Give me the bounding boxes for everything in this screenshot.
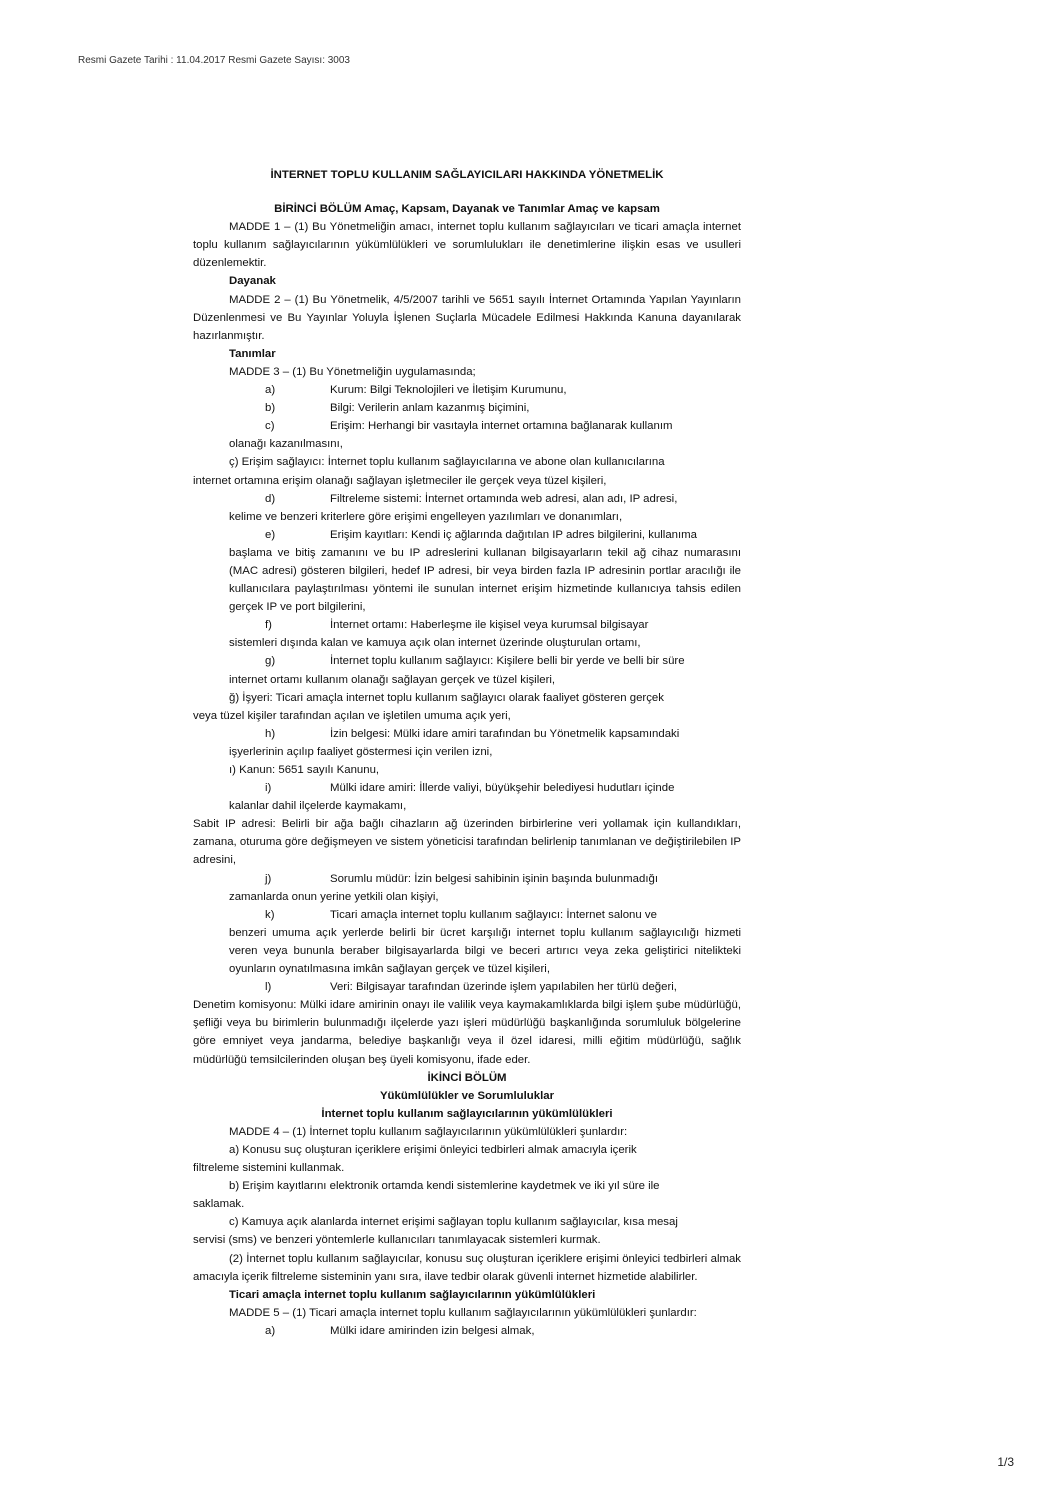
definition-h	[193, 725, 741, 743]
definition-text: Kurum: Bilgi Teknolojileri ve İletişim Kurumunu,	[330, 384, 567, 397]
section2-subheading-2: İnternet toplu kullanım sağlayıcılarının yükümlülükleri	[321, 1107, 613, 1120]
definition-letter: h)	[265, 727, 276, 740]
definition-letter: c)	[265, 420, 275, 433]
section2-subheading: Yükümlülükler ve Sorumluluklar	[379, 1089, 555, 1102]
article-4-item-a-cont: filtreleme sistemini kullanmak.	[193, 1162, 345, 1175]
definition-letter: j)	[265, 872, 272, 885]
definition-continuation: olanağı kazanılmasını,	[229, 438, 343, 451]
definition-text: Veri: Bilgisayar tarafından üzerinde işlem yapılabilen her türlü değeri,	[330, 981, 677, 994]
section2-heading: İKİNCİ BÖLÜM	[427, 1071, 507, 1084]
definition-ii: ı) Kanun: 5651 sayılı Kanunu,	[229, 764, 380, 776]
definition-letter: k)	[265, 908, 275, 921]
definition-sabit-ip: Sabit IP adresi: Belirli bir ağa bağlı cihazların ağ üzerinden birbirlerine veri yollamak için kullandıkları, zamana, oturuma göre değişmeyen ve sistem yöneticisi tarafından belirlenip tanımlanan ve değiştirilebilen IP adresini,	[193, 818, 741, 867]
definition-continuation: kelime ve benzeri kriterlere göre erişimi engelleyen yazılımları ve donanımları,	[229, 510, 623, 523]
definition-text: Erişim kayıtları: Kendi iç ağlarında dağıtılan IP adres bilgilerini, kullanıma	[330, 528, 697, 541]
definition-g	[193, 652, 741, 670]
article-4: MADDE 4 – (1) İnternet toplu kullanım sağlayıcılarının yükümlülükleri şunlardır:	[229, 1125, 628, 1138]
definition-c	[193, 417, 741, 435]
definition-gg: ğ) İşyeri: Ticari amaçla internet toplu kullanım sağlayıcı olarak faaliyet gösteren gerçek	[229, 691, 664, 704]
definition-letter: g)	[265, 655, 276, 668]
article-4-item-b-cont: saklamak.	[193, 1198, 245, 1211]
definition-letter: b)	[265, 402, 276, 415]
definition-f	[193, 616, 741, 634]
article-3: MADDE 3 – (1) Bu Yönetmeliğin uygulamasında;	[229, 365, 476, 378]
article-4-item-a: a) Konusu suç oluşturan içeriklere erişimi önleyici tedbirleri almak amacıyla içerik	[229, 1143, 637, 1156]
definition-letter: e)	[265, 528, 276, 541]
definition-b	[193, 399, 741, 417]
definition-text: Filtreleme sistemi: İnternet ortamında web adresi, alan adı, IP adresi,	[330, 492, 678, 505]
definition-l	[193, 978, 741, 996]
definition-continuation: işyerlerinin açılıp faaliyet göstermesi için verilen izni,	[229, 745, 493, 758]
definition-text: İnternet toplu kullanım sağlayıcı: Kişilere belli bir yerde ve belli bir süre	[330, 655, 685, 668]
definition-continuation: benzeri umuma açık yerlerde belirli bir ücret karşılığı internet toplu kullanım sağlayıcılığı hizmeti veren veya bununla beraber bilgisayarlarda bilgi ve beceri artırıcı veya zeka geliştirici nitelikteki oyunların oynatılmasına imkân sağlayan gerçek ve tüzel kişileri,	[229, 926, 741, 976]
dayanak-heading: Dayanak	[229, 275, 276, 288]
definition-text: İzin belgesi: Mülki idare amiri tarafından bu Yönetmelik kapsamındaki	[330, 727, 680, 740]
ticari-heading: Ticari amaçla internet toplu kullanım sağlayıcılarının yükümlülükleri	[229, 1288, 596, 1301]
article-5: MADDE 5 – (1) Ticari amaçla internet toplu kullanım sağlayıcılarının yükümlülükleri şunlardır:	[229, 1306, 697, 1319]
definition-continuation: sistemleri dışında kalan ve kamuya açık olan internet üzerinde oluşturulan ortamı,	[229, 637, 641, 650]
article-4-item-b: b) Erişim kayıtlarını elektronik ortamda kendi sistemlerine kaydetmek ve iki yıl süre ile	[229, 1180, 660, 1193]
article-2: MADDE 2 – (1) Bu Yönetmelik, 4/5/2007 tarihli ve 5651 sayılı İnternet Ortamında Yapılan Yayınların Düzenlenmesi ve Bu Yayınlar Yoluyla İşlenen Suçlarla Mücadele Edilmesi Hakkında Kanuna dayanılarak hazırlanmıştır.	[193, 293, 741, 342]
article-5-item-a	[193, 1322, 741, 1340]
definition-continuation: veya tüzel kişiler tarafından açılan ve işletilen umuma açık yeri,	[193, 709, 511, 722]
definition-continuation: internet ortamı kullanım olanağı sağlayan gerçek ve tüzel kişileri,	[229, 673, 556, 686]
definition-letter: a)	[265, 1324, 276, 1337]
definition-letter: d)	[265, 492, 276, 505]
definition-text: Mülki idare amiri: İllerde valiyi, büyükşehir belediyesi hudutları içinde	[330, 782, 675, 795]
definition-text: Mülki idare amirinden izin belgesi almak,	[330, 1324, 535, 1337]
page-number: 1/3	[997, 1455, 1014, 1469]
article-4-paragraph-2: (2) İnternet toplu kullanım sağlayıcılar, konusu suç oluşturan içeriklere erişimi önleyici tedbirleri almak amacıyla içerik filtreleme sisteminin yanı sıra, ilave tedbir olarak güvenli internet hizmetide alabilirler.	[193, 1252, 741, 1283]
definition-text: Bilgi: Verilerin anlam kazanmış biçimini,	[330, 402, 530, 415]
definition-letter: i)	[265, 782, 272, 795]
definition-a	[193, 381, 741, 399]
article-4-item-c: c) Kamuya açık alanlarda internet erişimi sağlayan toplu kullanım sağlayıcılar, kısa mesaj	[229, 1216, 678, 1229]
definition-e	[193, 526, 741, 544]
definition-continuation: kalanlar dahil ilçelerde kaymakamı,	[229, 800, 407, 813]
definition-cc: ç) Erişim sağlayıcı: İnternet toplu kullanım sağlayıcılarına ve abone olan kullanıcılarına	[229, 456, 665, 469]
definition-continuation: başlama ve bitiş zamanını ve bu IP adreslerini kullanan bilgisayarların tekil ağ cihaz numarasını (MAC adresi) gösteren bilgileri, hedef IP adresi, bir veya birden fazla IP adresinin portlar aracılığı ile kullanıcılara paylaştırılması yöntemi ile sunulan internet erişim hizmetinde kullanıcıya tahsis edilen gerçek IP ve port bilgilerini,	[229, 546, 741, 614]
definition-text: Erişim: Herhangi bir vasıtayla internet ortamına bağlanarak kullanım	[330, 420, 673, 433]
definition-letter: f)	[265, 619, 272, 632]
definition-text: Ticari amaçla internet toplu kullanım sağlayıcı: İnternet salonu ve	[330, 908, 657, 921]
definition-continuation: internet ortamına erişim olanağı sağlayan işletmeciler ile gerçek veya tüzel kişileri,	[193, 474, 607, 487]
article-1: MADDE 1 – (1) Bu Yönetmeliğin amacı, internet toplu kullanım sağlayıcıları ve ticari amaçla internet toplu kullanım sağlayıcılarının yükümlülükleri ve sorumlulukları ile denetimlerine ilişkin esas ve usulleri düzenlemektir.	[193, 221, 741, 270]
regulation-document	[193, 160, 741, 1340]
definition-letter: l)	[265, 981, 272, 994]
definition-i	[193, 779, 741, 797]
definition-d	[193, 490, 741, 508]
definition-denetim: Denetim komisyonu: Mülki idare amirinin onayı ile valilik veya kaymakamlıklarda bilgi işlem şube müdürlüğü, şefliği veya bu birimlerin bulunmadığı ilçelerde yazı işleri müdürlüğü başkanlığında sorumluluk bölgelerine göre emniyet veya jandarma, belediye başkanlığı veya il özel idaresi, milli eğitim müdürlüğü, sağlık müdürlüğü temsilcilerinden oluşan beş üyeli komisyonu, ifade eder.	[193, 999, 741, 1066]
definition-text: İnternet ortamı: Haberleşme ile kişisel veya kurumsal bilgisayar	[330, 619, 649, 632]
definition-continuation: zamanlarda onun yerine yetkili olan kişiyi,	[229, 890, 439, 903]
article-4-item-c-cont: servisi (sms) ve benzeri yöntemlerle kullanıcıları tanımlayacak sistemleri kurmak.	[193, 1234, 601, 1247]
gazette-header: Resmi Gazete Tarihi : 11.04.2017 Resmi Gazete Sayısı: 3003	[78, 55, 350, 66]
section1-heading: BİRİNCİ BÖLÜM Amaç, Kapsam, Dayanak ve Tanımlar Amaç ve kapsam	[274, 203, 660, 216]
definition-text: Sorumlu müdür: İzin belgesi sahibinin işinin başında bulunmadığı	[330, 872, 658, 885]
document-title: İNTERNET TOPLU KULLANIM SAĞLAYICILARI HAKKINDA YÖNETMELİK	[270, 169, 664, 181]
tanimlar-heading: Tanımlar	[229, 347, 276, 360]
definition-j	[193, 870, 741, 888]
definition-letter: a)	[265, 384, 276, 397]
definition-k	[193, 906, 741, 924]
